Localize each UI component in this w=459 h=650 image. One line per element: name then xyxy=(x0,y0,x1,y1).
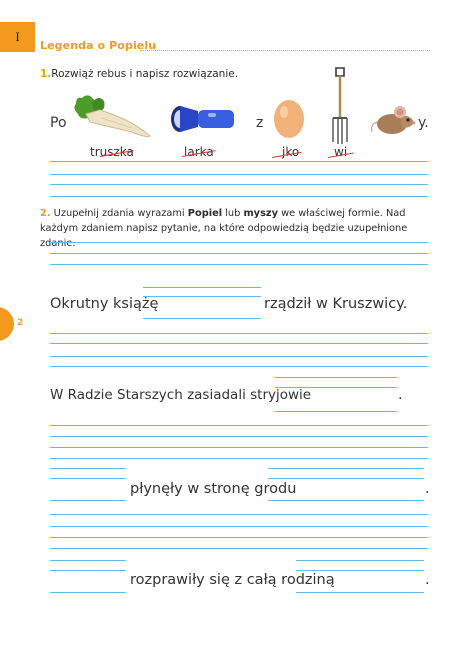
blank-line[interactable] xyxy=(50,570,126,571)
question-line[interactable] xyxy=(50,526,428,527)
struck-word-4: wi xyxy=(334,145,348,159)
question-line[interactable] xyxy=(296,570,424,571)
answer-line[interactable] xyxy=(50,161,428,162)
sentence-2-end: . xyxy=(398,387,403,403)
question-line[interactable] xyxy=(50,264,428,265)
question-line[interactable] xyxy=(268,500,424,501)
sentence-2-start: W Radzie Starszych zasiadali stryjowie xyxy=(50,387,312,403)
answer-line[interactable] xyxy=(50,196,428,197)
chapter-badge xyxy=(0,22,35,52)
blank-line[interactable] xyxy=(50,500,126,501)
mouse-icon xyxy=(370,100,416,138)
question-line[interactable] xyxy=(50,436,428,437)
struck-word-2: larka xyxy=(184,145,214,159)
task-1-instruction xyxy=(40,66,238,82)
struck-word-3: jko xyxy=(282,145,300,159)
egg-icon xyxy=(272,98,306,140)
question-line[interactable] xyxy=(296,560,424,561)
question-line[interactable] xyxy=(50,253,428,254)
answer-line[interactable] xyxy=(50,184,428,185)
struck-word-1: truszka xyxy=(90,145,134,159)
task-1-text: Rozwiąż rebus i napisz rozwiązanie. xyxy=(51,68,239,80)
task-2-instruction xyxy=(40,206,435,251)
task-1-number: 1. xyxy=(40,68,52,80)
blank-line[interactable] xyxy=(143,296,261,297)
sentence-3-middle: płynęły w stronę grodu xyxy=(130,481,297,497)
question-line[interactable] xyxy=(50,548,428,549)
question-line[interactable] xyxy=(50,366,428,367)
rebus-connector: z xyxy=(256,115,264,131)
question-line[interactable] xyxy=(50,356,428,357)
sentence-3-end: . xyxy=(425,481,430,497)
page-tab xyxy=(0,307,14,341)
blank-line[interactable] xyxy=(143,318,261,319)
answer-line[interactable] xyxy=(50,174,428,175)
question-line[interactable] xyxy=(296,592,424,593)
rebus-suffix: y. xyxy=(418,115,429,131)
question-line[interactable] xyxy=(50,425,428,426)
question-line[interactable] xyxy=(50,458,428,459)
question-line[interactable] xyxy=(50,537,428,538)
title-dotted-rule xyxy=(140,50,430,51)
blank-line[interactable] xyxy=(143,287,261,288)
question-line[interactable] xyxy=(50,447,428,448)
sentence-4-end: . xyxy=(425,572,430,588)
task-2-text-3: we właściwej formie. Nad każdym zdaniem napisz pytanie, na które odpowiedzią będzie uzupełnione zdanie. xyxy=(40,208,408,249)
task-2-text-2: lub xyxy=(222,208,244,219)
page-title: Legenda o Popielu xyxy=(40,39,157,52)
task-2-text-1: Uzupełnij zdania wyrazami xyxy=(53,208,188,219)
sentence-4-middle: rozprawiły się z całą rodziną xyxy=(130,572,335,588)
blank-line[interactable] xyxy=(275,377,397,378)
question-line[interactable] xyxy=(268,478,424,479)
flashlight-icon xyxy=(168,103,238,135)
question-line[interactable] xyxy=(50,514,428,515)
task-2-word-myszy: myszy xyxy=(243,208,278,219)
blank-line[interactable] xyxy=(50,478,126,479)
question-line[interactable] xyxy=(50,343,428,344)
question-line[interactable] xyxy=(50,242,428,243)
blank-line[interactable] xyxy=(50,468,126,469)
sentence-1-start: Okrutny książę xyxy=(50,296,159,312)
blank-line[interactable] xyxy=(50,592,126,593)
parsley-root-icon xyxy=(72,92,152,142)
chapter-label: I xyxy=(15,29,20,44)
task-2-number: 2. xyxy=(40,208,51,219)
page-number: 2 xyxy=(17,318,24,328)
blank-line[interactable] xyxy=(50,560,126,561)
rebus-prefix: Po xyxy=(50,115,67,131)
pitchfork-icon xyxy=(328,66,352,146)
blank-line[interactable] xyxy=(275,411,397,412)
question-line[interactable] xyxy=(268,468,424,469)
question-line[interactable] xyxy=(50,333,428,334)
sentence-1-end: rządził w Kruszwicy. xyxy=(264,296,408,312)
task-2-word-popiel: Popiel xyxy=(187,208,223,219)
